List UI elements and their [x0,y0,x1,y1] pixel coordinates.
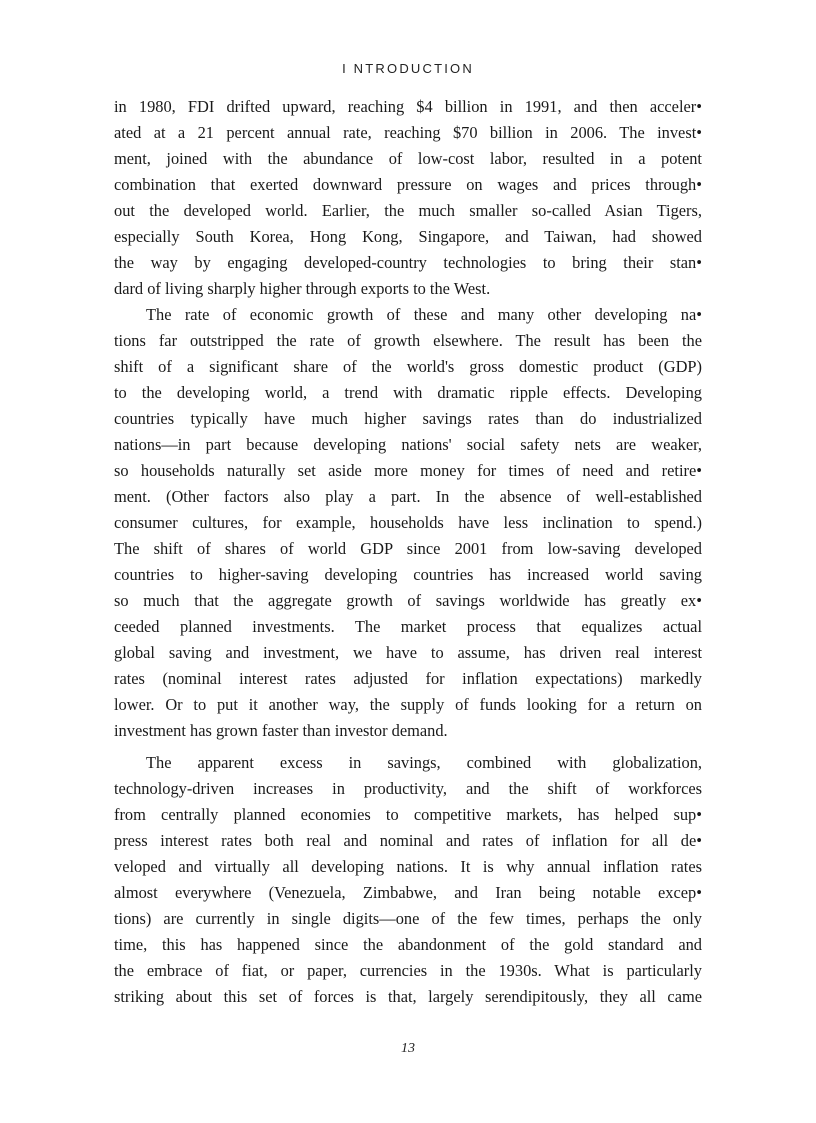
text-line: in 1980, FDI drifted upward, reaching $4 billion in 1991, and then acceler• [114,97,702,116]
page-number: 13 [401,1041,415,1056]
text-line: ment. (Other factors also play a part. In the absence of well-established [114,487,702,506]
text-line: tions) are currently in single digits—one of the few times, perhaps the only [114,909,702,928]
text-line: press interest rates both real and nominal and rates of inflation for all de• [114,831,702,850]
paragraph-1 [114,94,702,302]
text-line: global saving and investment, we have to assume, has driven real interest [114,643,702,662]
text-line: investment has grown faster than investor demand. [114,721,448,740]
text-line: ment, joined with the abundance of low-cost labor, resulted in a potent [114,149,702,168]
text-line: combination that exerted downward pressure on wages and prices through• [114,175,702,194]
text-line: ated at a 21 percent annual rate, reaching $70 billion in 2006. The invest• [114,123,702,142]
text-line: countries to higher-saving developing countries has increased world saving [114,565,702,584]
text-line: ceeded planned investments. The market process that equalizes actual [114,617,702,636]
text-line: almost everywhere (Venezuela, Zimbabwe, and Iran being notable excep• [114,883,702,902]
text-line: to the developing world, a trend with dramatic ripple effects. Developing [114,383,702,402]
text-line: so households naturally set aside more money for times of need and retire• [114,461,702,480]
text-line: veloped and virtually all developing nations. It is why annual inflation rates [114,857,702,876]
text-line: The apparent excess in savings, combined with globalization, [146,753,702,772]
text-line: tions far outstripped the rate of growth elsewhere. The result has been the [114,331,702,350]
text-line: countries typically have much higher savings rates than do industrialized [114,409,702,428]
text-line: so much that the aggregate growth of savings worldwide has greatly ex• [114,591,702,610]
text-line: shift of a significant share of the world's gross domestic product (GDP) [114,357,702,376]
text-line: lower. Or to put it another way, the supply of funds looking for a return on [114,695,702,714]
text-line: especially South Korea, Hong Kong, Singapore, and Taiwan, had showed [114,227,702,246]
body-text [114,94,702,1010]
text-line: technology-driven increases in productivity, and the shift of workforces [114,779,702,798]
text-line: the embrace of fiat, or paper, currencies in the 1930s. What is particularly [114,961,702,980]
text-line: striking about this set of forces is that, largely serendipitously, they all came [114,987,702,1006]
text-line: from centrally planned economies to competitive markets, has helped sup• [114,805,702,824]
text-line: rates (nominal interest rates adjusted for inflation expectations) markedly [114,669,702,688]
text-line: consumer cultures, for example, households have less inclination to spend.) [114,513,702,532]
paragraph-2 [114,302,702,744]
text-line: the way by engaging developed-country technologies to bring their stan• [114,253,702,272]
text-line: time, this has happened since the abandonment of the gold standard and [114,935,702,954]
text-line: The shift of shares of world GDP since 2001 from low-saving developed [114,539,702,558]
text-line: dard of living sharply higher through exports to the West. [114,279,491,298]
text-line: nations—in part because developing nations' social safety nets are weaker, [114,435,702,454]
paragraph-3 [114,750,702,1010]
running-head: I NTRODUCTION [342,61,474,76]
text-line: The rate of economic growth of these and many other developing na• [146,305,702,324]
text-line: out the developed world. Earlier, the much smaller so-called Asian Tigers, [114,201,702,220]
